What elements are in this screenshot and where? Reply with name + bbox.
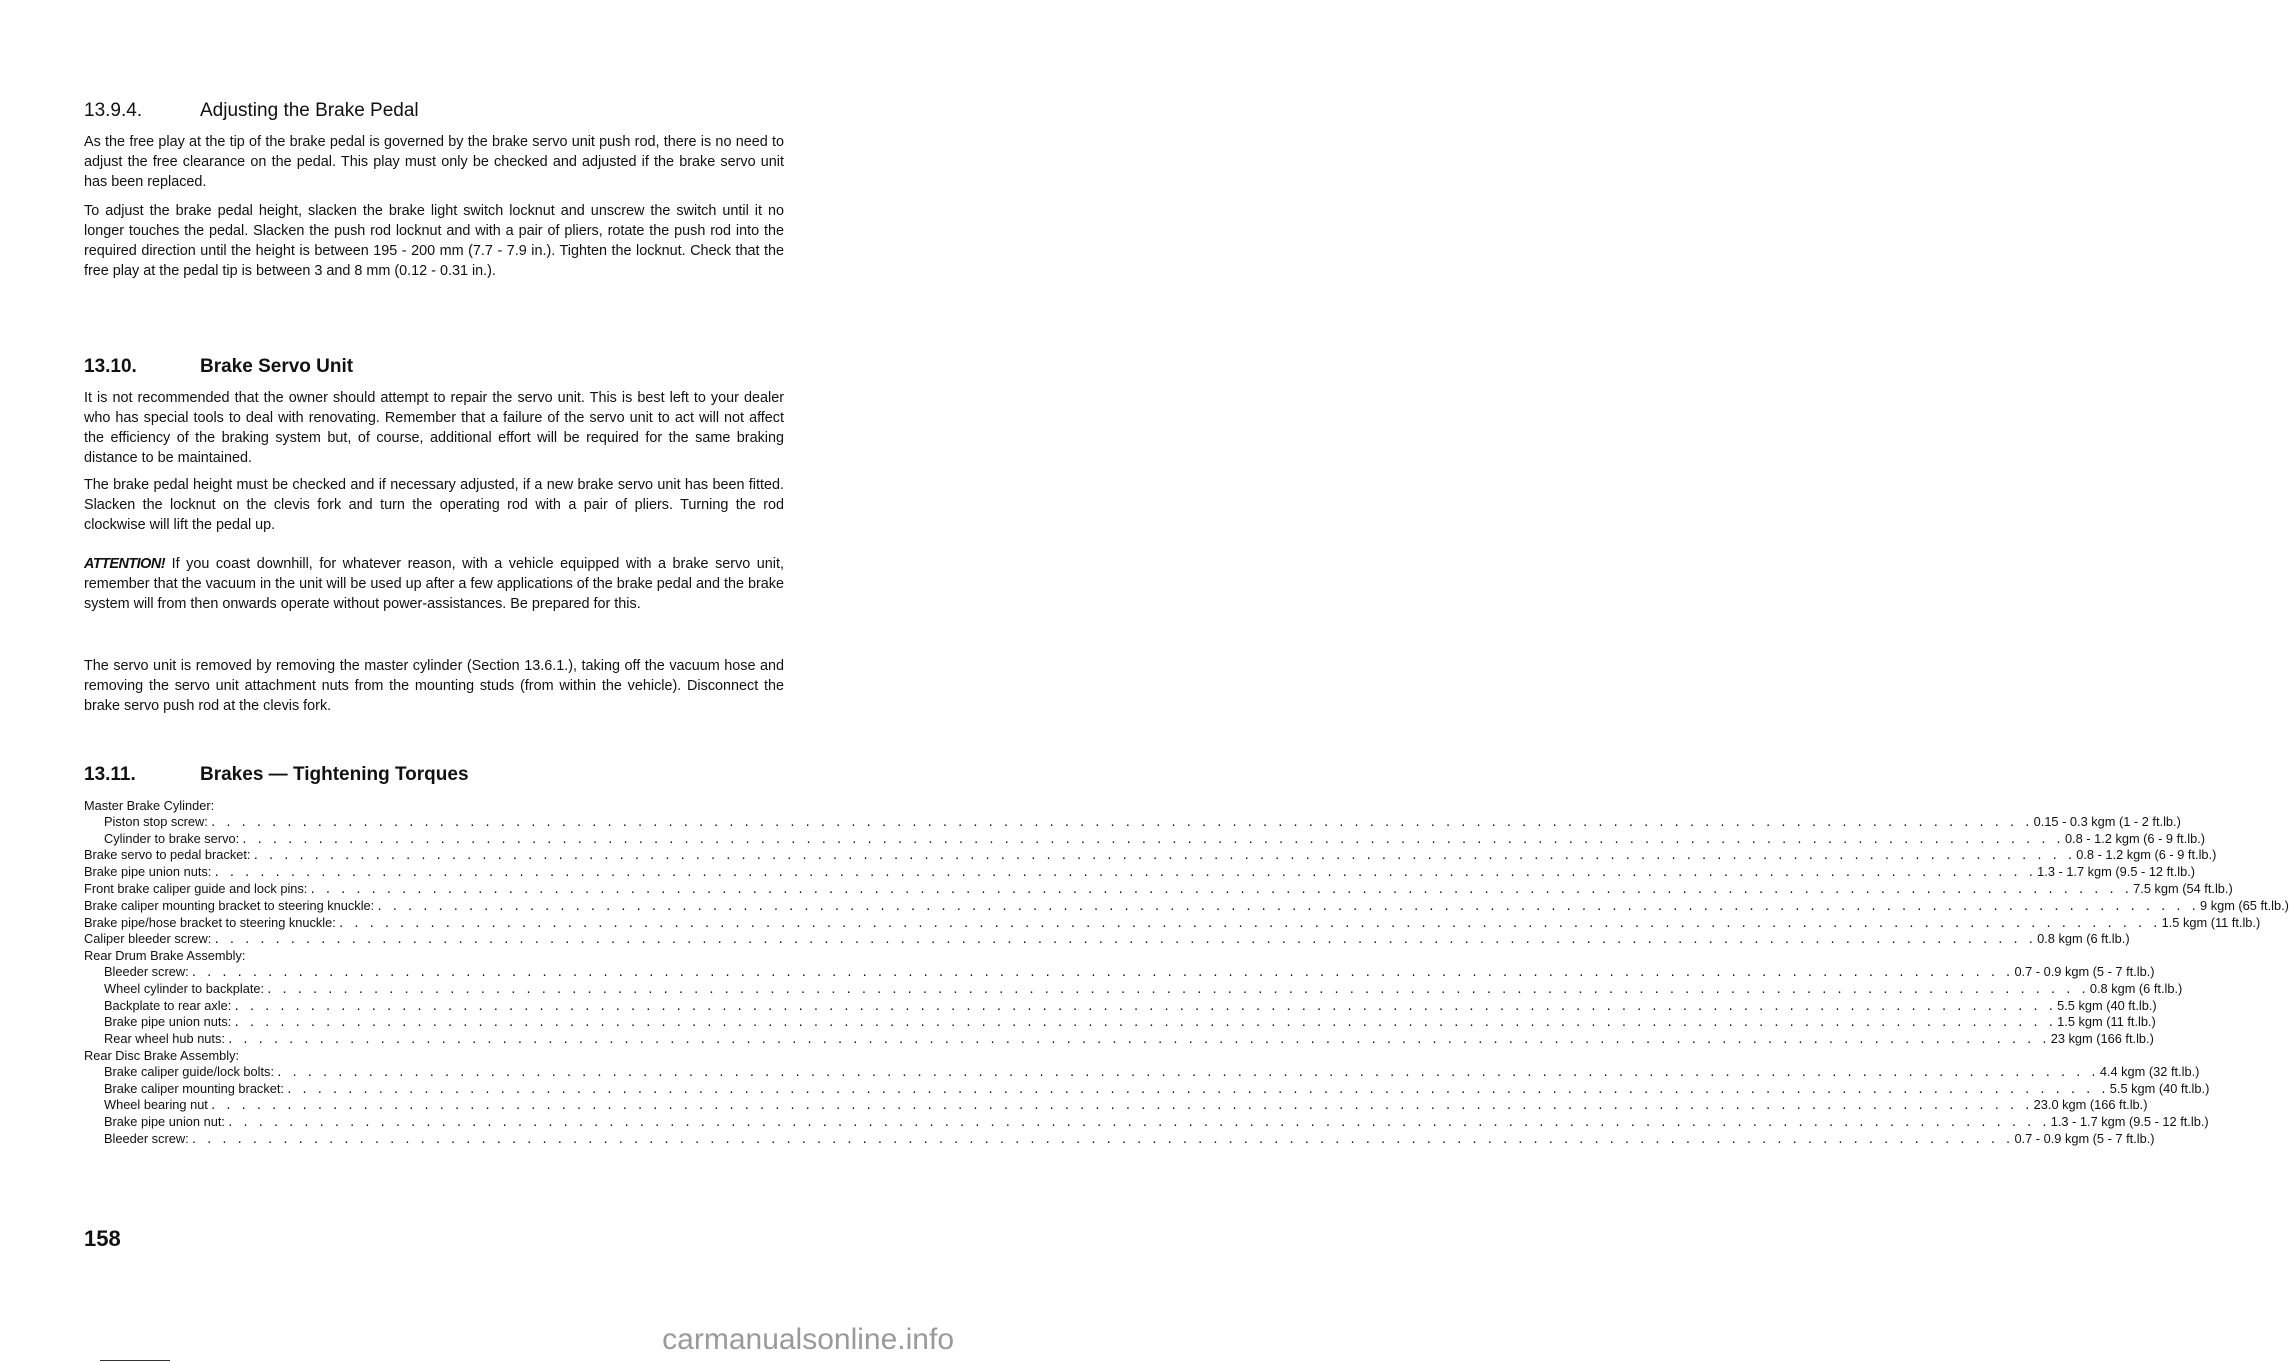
divider	[100, 1360, 170, 1361]
section-number: 13.9.4.	[84, 100, 143, 121]
torque-value: 0.8 kgm (6 ft.lb.)	[2037, 931, 2130, 947]
torque-label: Brake caliper mounting bracket to steering knuckle:	[84, 897, 375, 913]
torque-label: Wheel cylinder to backplate:	[104, 980, 265, 996]
dot-leader: . . . . . . . . . . . . . . . . . . . . . . . . . . . . . . . . . . . . . . . . . . . . . . . . . . . . . . . . . . . . . . . . . . . . . . . . . . . . . . . . . . . . . . . . . . . . . . . . . . . . . . . . . . . . . . . . . . . . . . . .	[190, 1132, 2013, 1146]
section-heading-adjusting-brake-pedal	[84, 100, 419, 122]
torque-value: 0.8 - 1.2 kgm (6 - 9 ft.lb.)	[2064, 830, 2206, 846]
torque-value: 23.0 kgm (166 ft.lb.)	[2033, 1097, 2148, 1113]
paragraph: It is not recommended that the owner should attempt to repair the servo unit. This is best left to your dealer who has special tools to deal with renovating. Remember that a failure of the servo unit to act will not affect the efficiency of the braking system but, of course, additional effort will be required for the same braking distance to be maintained.	[84, 390, 784, 466]
paragraph: The servo unit is removed by removing the master cylinder (Section 13.6.1.), taking off the vacuum hose and removing the servo unit attachment nuts from the mounting studs (from within the vehicle). Disconnect the brake servo push rod at the clevis fork.	[84, 658, 784, 714]
torque-label: Cylinder to brake servo:	[104, 830, 240, 846]
dot-leader: . . . . . . . . . . . . . . . . . . . . . . . . . . . . . . . . . . . . . . . . . . . . . . . . . . . . . . . . . . . . . . . . . . . . . . . . . . . . . . . . . . . . . . . . . . . . . . . . . . . . . . . . . . . . . . . . . . . . . . . .	[213, 866, 2036, 880]
torque-value: 1.5 kgm (11 ft.lb.)	[2161, 914, 2261, 930]
dot-leader: . . . . . . . . . . . . . . . . . . . . . . . . . . . . . . . . . . . . . . . . . . . . . . . . . . . . . . . . . . . . . . . . . . . . . . . . . . . . . . . . . . . . . . . . . . . . . . . . . . . . . . . . . . . . . . . . . . . . . . . .	[266, 982, 2088, 996]
torque-label: Front brake caliper guide and lock pins:	[84, 880, 308, 896]
torque-value: 23 kgm (166 ft.lb.)	[2050, 1031, 2154, 1047]
torque-table	[84, 798, 2289, 1148]
dot-leader: . . . . . . . . . . . . . . . . . . . . . . . . . . . . . . . . . . . . . . . . . . . . . . . . . . . . . . . . . . . . . . . . . . . . . . . . . . . . . . . . . . . . . . . . . . . . . . . . . . . . . . . . . . . . . . . . . . . . . . . .	[209, 1099, 2032, 1113]
attention-text: If you coast downhill, for whatever reason, with a vehicle equipped with a brake servo unit, remember that the vacuum in the unit will be used up after a few applications of the brake pedal and the brake system will from then onwards operate without power-assistances. Be prepared for this.	[84, 556, 785, 612]
dot-leader: . . . . . . . . . . . . . . . . . . . . . . . . . . . . . . . . . . . . . . . . . . . . . . . . . . . . . . . . . . . . . . . . . . . . . . . . . . . . . . . . . . . . . . . . . . . . . . . . . . . . . . . . . . . . . . . . . . . . . . . .	[276, 1065, 2098, 1079]
torque-label: Brake pipe/hose bracket to steering knuckle:	[84, 914, 336, 930]
torque-label: Wheel bearing nut	[104, 1097, 208, 1113]
torque-row	[84, 1114, 2209, 1131]
dot-leader: . . . . . . . . . . . . . . . . . . . . . . . . . . . . . . . . . . . . . . . . . . . . . . . . . . . . . . . . . . . . . . . . . . . . . . . . . . . . . . . . . . . . . . . . . . . . . . . . . . . . . . . . . . . . . . . . . . . . . . . .	[190, 965, 2013, 979]
torque-row	[84, 914, 2261, 932]
torque-value: 1.5 kgm (11 ft.lb.)	[2057, 1014, 2156, 1030]
section-heading-brake-servo-unit	[84, 356, 353, 378]
torque-value: 5.5 kgm (40 ft.lb.)	[2109, 1080, 2210, 1096]
group-heading: Rear Disc Brake Assembly:	[84, 1047, 240, 1063]
dot-leader: . . . . . . . . . . . . . . . . . . . . . . . . . . . . . . . . . . . . . . . . . . . . . . . . . . . . . . . . . . . . . . . . . . . . . . . . . . . . . . . . . . . . . . . . . . . . . . . . . . . . . . . . . . . . . . . . . . . . . . . .	[309, 882, 2132, 896]
section-number: 13.11.	[84, 764, 136, 785]
torque-value: 0.15 - 0.3 kgm (1 - 2 ft.lb.)	[2033, 813, 2181, 829]
torque-label: Brake servo to pedal bracket:	[84, 847, 251, 863]
torque-label: Brake pipe union nuts:	[84, 864, 212, 880]
torque-row	[84, 880, 2233, 898]
torque-value: 0.7 - 0.9 kgm (5 - 7 ft.lb.)	[2014, 1130, 2155, 1146]
torque-row	[84, 1014, 2156, 1031]
torque-row	[84, 813, 2181, 831]
torque-row	[84, 830, 2206, 848]
dot-leader: . . . . . . . . . . . . . . . . . . . . . . . . . . . . . . . . . . . . . . . . . . . . . . . . . . . . . . . . . . . . . . . . . . . . . . . . . . . . . . . . . . . . . . . . . . . . . . . . . . . . . . . . . . . . . . . . . . . . . . . .	[241, 832, 2063, 846]
torque-value: 1.3 - 1.7 kgm (9.5 - 12 ft.lb.)	[2037, 864, 2196, 880]
section-title: Adjusting the Brake Pedal	[200, 100, 419, 121]
torque-row	[84, 1130, 2155, 1148]
section-heading-tightening-torques	[84, 764, 469, 786]
attention-label: ATTENTION!	[84, 556, 166, 572]
torque-label: Piston stop screw:	[104, 813, 208, 829]
torque-row	[84, 980, 2183, 998]
group-heading: Rear Drum Brake Assembly:	[84, 948, 246, 964]
torque-value: 4.4 kgm (32 ft.lb.)	[2099, 1063, 2200, 1079]
dot-leader: . . . . . . . . . . . . . . . . . . . . . . . . . . . . . . . . . . . . . . . . . . . . . . . . . . . . . . . . . . . . . . . . . . . . . . . . . . . . . . . . . . . . . . . . . . . . . . . . . . . . . . . . . . . . . . . . . . . . . . . .	[226, 1116, 2049, 1130]
dot-leader: . . . . . . . . . . . . . . . . . . . . . . . . . . . . . . . . . . . . . . . . . . . . . . . . . . . . . . . . . . . . . . . . . . . . . . . . . . . . . . . . . . . . . . . . . . . . . . . . . . . . . . . . . . . . . . . . . . . . . . . .	[233, 999, 2056, 1013]
dot-leader: . . . . . . . . . . . . . . . . . . . . . . . . . . . . . . . . . . . . . . . . . . . . . . . . . . . . . . . . . . . . . . . . . . . . . . . . . . . . . . . . . . . . . . . . . . . . . . . . . . . . . . . . . . . . . . . . . . . . . . . .	[209, 815, 2032, 829]
section-number: 13.10.	[84, 356, 137, 377]
torque-label: Rear wheel hub nuts:	[104, 1031, 225, 1047]
section-title: Brakes — Tightening Torques	[200, 764, 469, 785]
page-number: 158	[84, 1226, 121, 1251]
paragraph: As the free play at the tip of the brake pedal is governed by the brake servo unit push rod, there is no need to adjust the free clearance on the pedal. This play must only be checked and adjusted if the brake servo unit has been replaced.	[84, 134, 784, 190]
group-heading: Master Brake Cylinder:	[84, 798, 215, 813]
dot-leader: . . . . . . . . . . . . . . . . . . . . . . . . . . . . . . . . . . . . . . . . . . . . . . . . . . . . . . . . . . . . . . . . . . . . . . . . . . . . . . . . . . . . . . . . . . . . . . . . . . . . . . . . . . . . . . . . . . . . . . . .	[233, 1016, 2056, 1030]
torque-value: 1.3 - 1.7 kgm (9.5 - 12 ft.lb.)	[2050, 1114, 2209, 1130]
dot-leader: . . . . . . . . . . . . . . . . . . . . . . . . . . . . . . . . . . . . . . . . . . . . . . . . . . . . . . . . . . . . . . . . . . . . . . . . . . . . . . . . . . . . . . . . . . . . . . . . . . . . . . . . . . . . . . . . . . . . . . . .	[376, 899, 2199, 913]
torque-label: Caliper bleeder screw:	[84, 931, 212, 947]
torque-label: Bleeder screw:	[104, 963, 189, 979]
torque-row	[84, 847, 2217, 864]
torque-row	[84, 897, 2289, 915]
dot-leader: . . . . . . . . . . . . . . . . . . . . . . . . . . . . . . . . . . . . . . . . . . . . . . . . . . . . . . . . . . . . . . . . . . . . . . . . . . . . . . . . . . . . . . . . . . . . . . . . . . . . . . . . . . . . . . . . . . . . . . . .	[337, 916, 2160, 930]
torque-row	[84, 1080, 2210, 1098]
torque-label: Bleeder screw:	[104, 1130, 189, 1146]
torque-value: 0.8 kgm (6 ft.lb.)	[2089, 980, 2183, 996]
torque-value: 9 kgm (65 ft.lb.)	[2200, 897, 2289, 913]
torque-row	[84, 963, 2155, 981]
paragraph: To adjust the brake pedal height, slacken the brake light switch locknut and unscrew the switch until it no longer touches the pedal. Slacken the push rod locknut and with a pair of pliers, rotate the push rod into the required direction until the height is between 195 - 200 mm (7.7 - 7.9 in.). Tighten the locknut. Check that the free play at the pedal tip is between 3 and 8 mm (0.12 - 0.31 in.).	[84, 203, 784, 279]
torque-label: Backplate to rear axle:	[104, 997, 232, 1013]
torque-row	[84, 1031, 2154, 1048]
torque-value: 7.5 kgm (54 ft.lb.)	[2133, 880, 2233, 896]
torque-value: 0.7 - 0.9 kgm (5 - 7 ft.lb.)	[2014, 963, 2155, 979]
dot-leader: . . . . . . . . . . . . . . . . . . . . . . . . . . . . . . . . . . . . . . . . . . . . . . . . . . . . . . . . . . . . . . . . . . . . . . . . . . . . . . . . . . . . . . . . . . . . . . . . . . . . . . . . . . . . . . . . . . . . . . . .	[285, 1082, 2108, 1096]
dot-leader: . . . . . . . . . . . . . . . . . . . . . . . . . . . . . . . . . . . . . . . . . . . . . . . . . . . . . . . . . . . . . . . . . . . . . . . . . . . . . . . . . . . . . . . . . . . . . . . . . . . . . . . . . . . . . . . . . . . . . . . .	[213, 933, 2036, 947]
torque-label: Brake pipe union nuts:	[104, 1014, 232, 1030]
paragraph: The brake pedal height must be checked and if necessary adjusted, if a new brake servo unit has been fitted. Slacken the locknut on the clevis fork and turn the operating rod with a pair of pliers. Turning the rod clockwise will lift the pedal up.	[84, 477, 784, 533]
dot-leader: . . . . . . . . . . . . . . . . . . . . . . . . . . . . . . . . . . . . . . . . . . . . . . . . . . . . . . . . . . . . . . . . . . . . . . . . . . . . . . . . . . . . . . . . . . . . . . . . . . . . . . . . . . . . . . . . . . . . . . . .	[226, 1033, 2049, 1047]
torque-row	[84, 997, 2157, 1015]
torque-row	[84, 1097, 2148, 1114]
attention-note	[84, 554, 784, 614]
dot-leader: . . . . . . . . . . . . . . . . . . . . . . . . . . . . . . . . . . . . . . . . . . . . . . . . . . . . . . . . . . . . . . . . . . . . . . . . . . . . . . . . . . . . . . . . . . . . . . . . . . . . . . . . . . . . . . . . . . . . . . . .	[252, 849, 2075, 863]
torque-label: Brake pipe union nut:	[104, 1114, 225, 1130]
torque-label: Brake caliper mounting bracket:	[104, 1080, 284, 1096]
watermark: carmanualsonline.info	[662, 1323, 954, 1356]
torque-row	[84, 864, 2196, 881]
torque-label: Brake caliper guide/lock bolts:	[104, 1063, 275, 1079]
torque-row	[84, 931, 2130, 948]
torque-row	[84, 1063, 2200, 1081]
section-title: Brake Servo Unit	[200, 356, 354, 377]
torque-value: 0.8 - 1.2 kgm (6 - 9 ft.lb.)	[2076, 847, 2217, 863]
torque-value: 5.5 kgm (40 ft.lb.)	[2057, 997, 2157, 1013]
